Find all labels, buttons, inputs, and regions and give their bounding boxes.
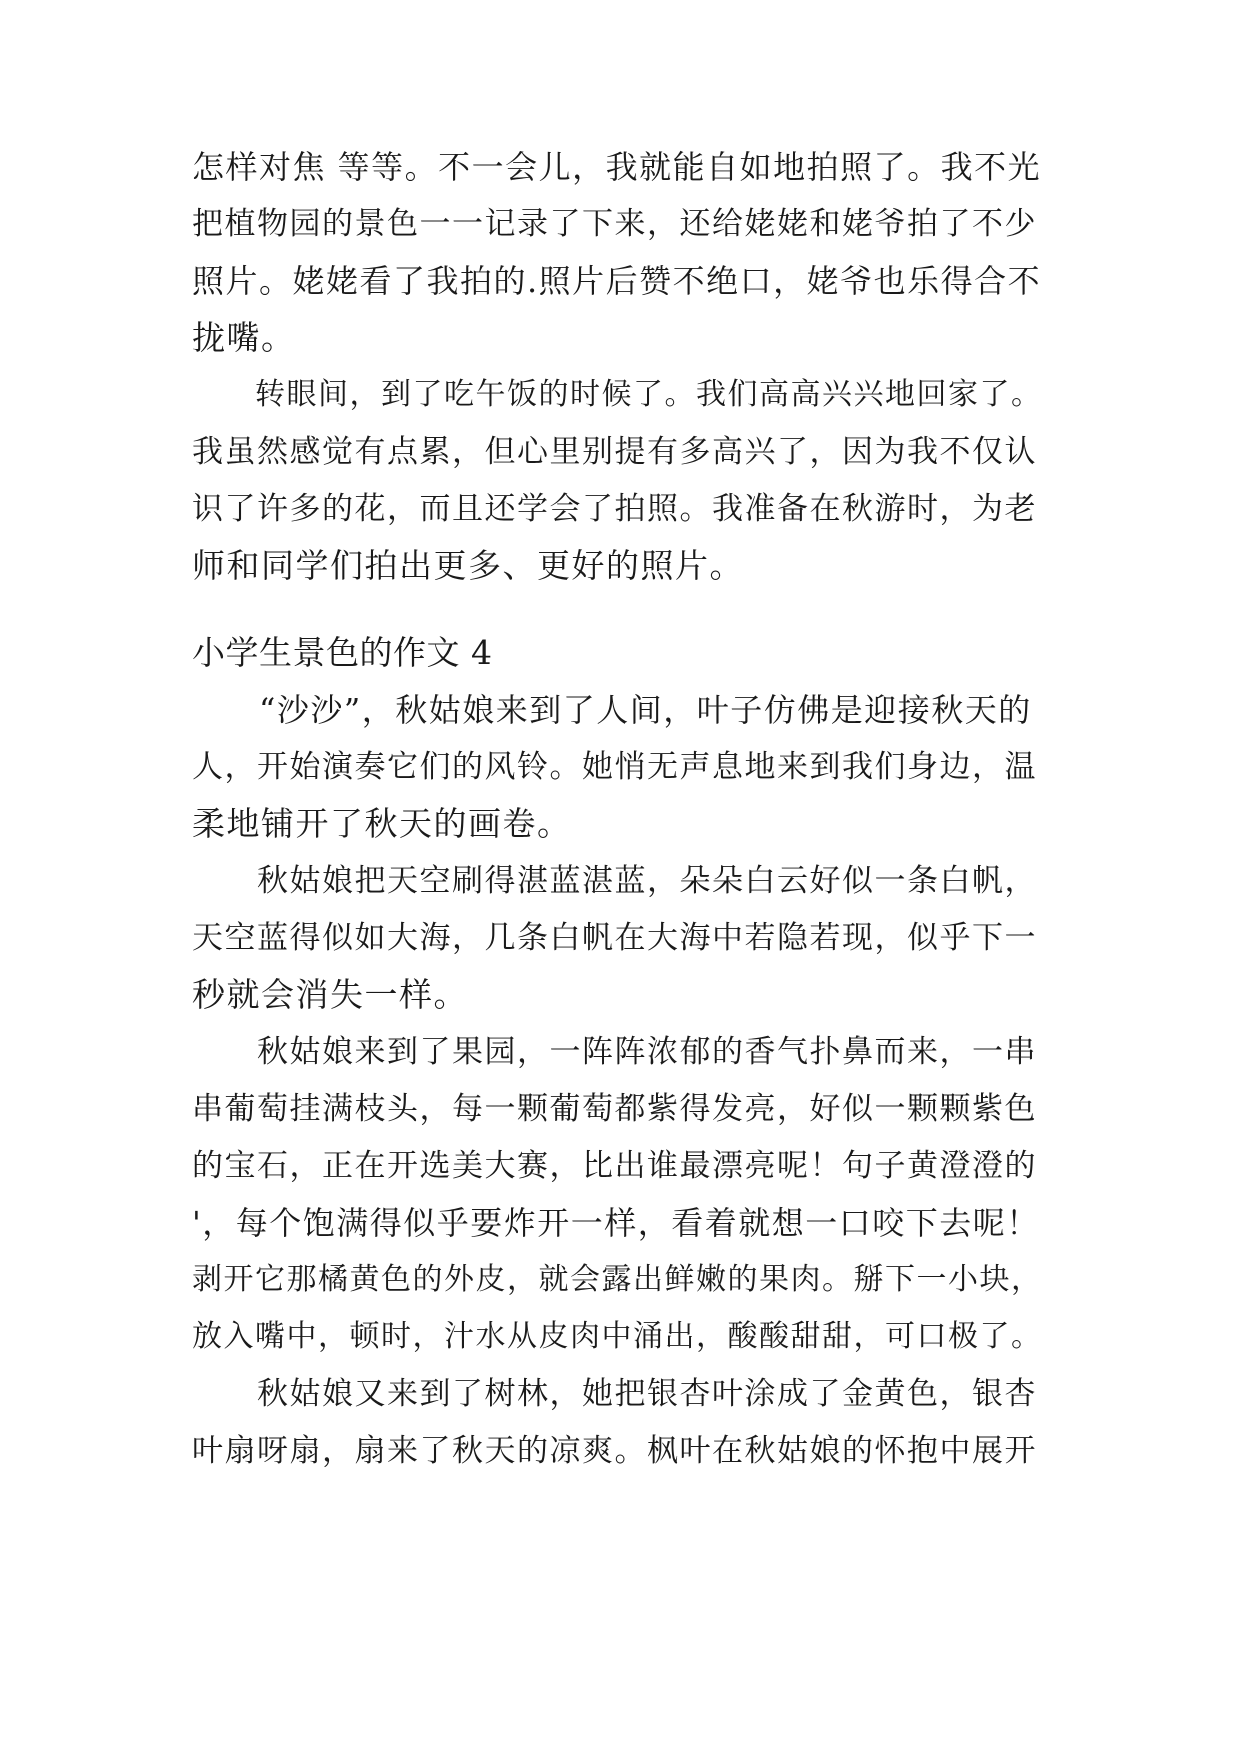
text-line: 秒就会消失一样。: [192, 975, 468, 1014]
text-line: 转眼间，到了吃午饭的时候了。我们高高兴兴地回家了。: [192, 377, 1043, 412]
text-line: 放入嘴中，顿时，汁水从皮肉中涌出，酸酸甜甜，可口极了。: [192, 1319, 1043, 1354]
text-line: “沙沙”，秋姑娘来到了人间，叶子仿佛是迎接秋天的: [192, 691, 1032, 729]
text-line: '，每个饱满得似乎要炸开一样，看着就想一口咬下去呢！: [192, 1204, 1040, 1242]
text-line: 的宝石，正在开选美大赛，比出谁最漂亮呢！句子黄澄澄的: [192, 1148, 1037, 1184]
text-line: 柔地铺开了秋天的画卷。: [192, 804, 572, 843]
text-line: 怎样对焦 等等。不一会儿，我就能自如地拍照了。我不光: [192, 148, 1042, 186]
text-line: 秋姑娘把天空刷得湛蓝湛蓝，朵朵白云好似一条白帆，: [192, 863, 1037, 899]
text-line: 把植物园的景色一一记录了下来，还给姥姥和姥爷拍了不少: [192, 206, 1037, 242]
text-line: 天空蓝得似如大海，几条白帆在大海中若隐若现，似乎下一: [192, 920, 1037, 956]
text-line: 师和同学们拍出更多、更好的照片。: [192, 546, 744, 585]
text-line: 叶扇呀扇，扇来了秋天的凉爽。枫叶在秋姑娘的怀抱中展开: [192, 1433, 1037, 1469]
text-line: 剥开它那橘黄色的外皮，就会露出鲜嫩的果肉。掰下一小块，: [192, 1262, 1043, 1297]
text-line: 秋姑娘来到了果园，一阵阵浓郁的香气扑鼻而来，一串: [192, 1034, 1037, 1070]
text-line: 我虽然感觉有点累，但心里别提有多高兴了，因为我不仅认: [192, 434, 1037, 470]
text-line: 拢嘴。: [192, 318, 296, 357]
text-line: 人，开始演奏它们的风铃。她悄无声息地来到我们身边，温: [192, 749, 1037, 785]
text-line: 串葡萄挂满枝头，每一颗葡萄都紫得发亮，好似一颗颗紫色: [192, 1091, 1037, 1127]
text-line: 识了许多的花，而且还学会了拍照。我准备在秋游时，为老: [192, 491, 1037, 527]
text-line: 秋姑娘又来到了树林，她把银杏叶涂成了金黄色，银杏: [192, 1376, 1037, 1412]
section-heading: 小学生景色的作文 4: [192, 633, 493, 672]
text-line: 照片。姥姥看了我拍的.照片后赞不绝口，姥爷也乐得合不: [192, 262, 1042, 300]
document-page: [192, 0, 1054, 1754]
